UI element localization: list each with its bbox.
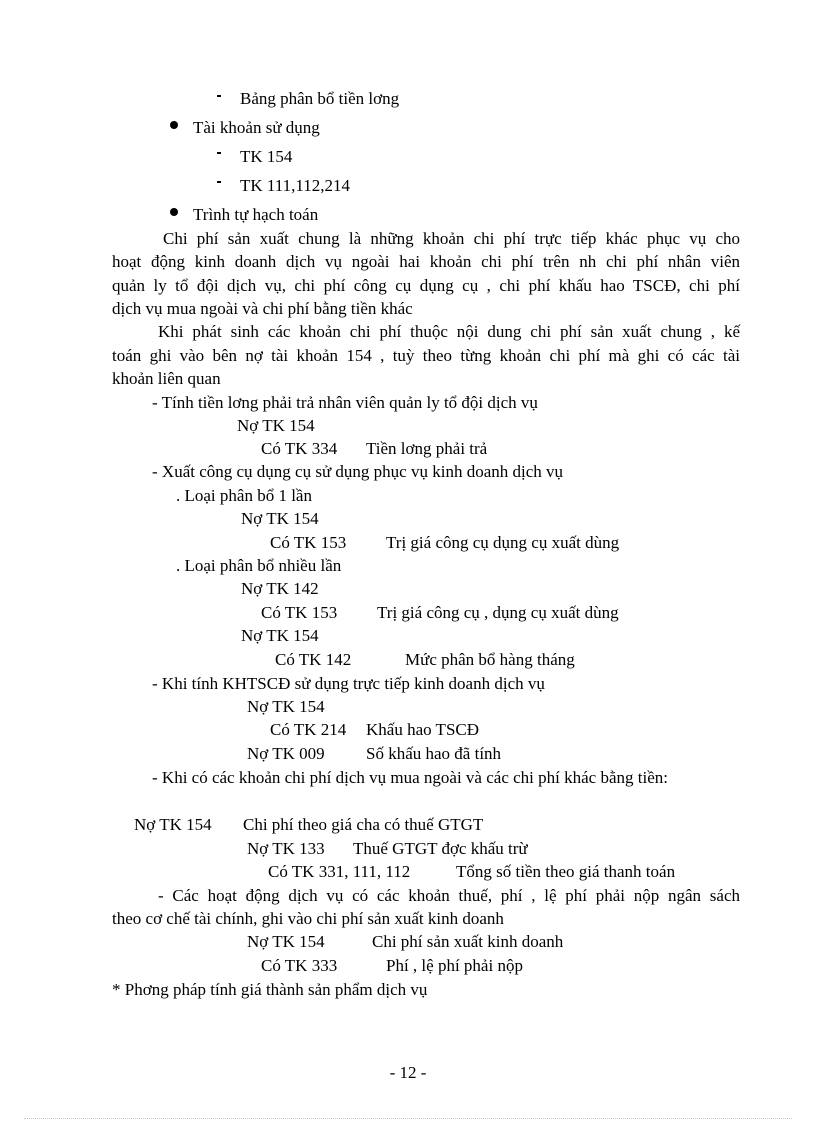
debit-line: Nợ TK 133: [247, 839, 325, 858]
debit-line: Nợ TK 154: [241, 626, 319, 645]
paragraph-line: Chi phí sản xuất chung là những khoản chi phí trực tiếp khác phục vụ cho: [163, 229, 740, 248]
credit-account: Có TK 334: [261, 439, 338, 458]
entry-heading: - Các hoạt động dịch vụ có các khoản thuế, phí , lệ phí phải nộp ngân sách: [158, 886, 740, 905]
credit-description: Tiền lơng phải trả: [366, 439, 488, 458]
page-number: - 12 -: [389, 1063, 427, 1082]
credit-account: Có TK 214: [270, 720, 347, 739]
paragraph-line: theo cơ chế tài chính, ghi vào chi phí sản xuất kinh doanh: [112, 909, 504, 928]
sub-heading: . Loại phân bổ nhiều lần: [176, 556, 342, 575]
credit-description: Trị giá công cụ , dụng cụ xuất dùng: [377, 603, 619, 622]
paragraph-line: Khi phát sinh các khoản chi phí thuộc nội dung chi phí sản xuất chung , kế: [158, 322, 740, 341]
entry-heading: - Tính tiền lơng phải trả nhân viên quản ly tổ đội dịch vụ: [152, 393, 538, 412]
debit-line: Nợ TK 154: [134, 815, 212, 834]
debit-description: Số khấu hao đã tính: [366, 744, 502, 763]
entry-heading: - Khi có các khoản chi phí dịch vụ mua ngoài và các chi phí khác bằng tiền:: [152, 768, 668, 787]
sub-heading: . Loại phân bổ 1 lần: [176, 486, 312, 505]
section-heading: * Phơng pháp tính giá thành sản phẩm dịch vụ: [112, 980, 428, 999]
credit-description: Trị giá công cụ dụng cụ xuất dùng: [386, 533, 620, 552]
entry-heading: - Khi tính KHTSCĐ sử dụng trực tiếp kinh doanh dịch vụ: [152, 674, 545, 693]
round-bullet-icon: [170, 121, 178, 129]
dash-bullet-icon: [217, 181, 221, 183]
credit-description: Tổng số tiền theo giá thanh toán: [456, 862, 676, 881]
debit-line: Nợ TK 009: [247, 744, 325, 763]
debit-line: Nợ TK 154: [237, 416, 315, 435]
entry-heading: - Xuất công cụ dụng cụ sử dụng phục vụ kinh doanh dịch vụ: [152, 462, 564, 481]
footer-divider: [24, 1118, 792, 1119]
list-item: TK 111,112,214: [240, 176, 351, 195]
round-bullet-icon: [170, 208, 178, 216]
credit-account: Có TK 331, 111, 112: [268, 862, 411, 881]
paragraph-line: khoản liên quan: [112, 369, 221, 388]
debit-description: Thuế GTGT đợc khấu trừ: [353, 839, 528, 858]
credit-description: Khấu hao TSCĐ: [366, 720, 480, 739]
list-item: Trình tự hạch toán: [193, 205, 319, 224]
debit-line: Nợ TK 154: [247, 697, 325, 716]
debit-description: Chi phí sản xuất kinh doanh: [372, 932, 564, 951]
debit-line: Nợ TK 154: [247, 932, 325, 951]
debit-line: Nợ TK 154: [241, 509, 319, 528]
dash-bullet-icon: [217, 152, 221, 154]
credit-description: Phí , lệ phí phải nộp: [386, 956, 523, 975]
debit-line: Nợ TK 142: [241, 579, 319, 598]
credit-account: Có TK 142: [275, 650, 352, 669]
dash-bullet-icon: [217, 95, 221, 97]
list-item: Tài khoản sử dụng: [193, 118, 320, 137]
paragraph-line: dịch vụ mua ngoài và chi phí bằng tiền khác: [112, 299, 413, 318]
credit-account: Có TK 153: [261, 603, 338, 622]
list-item: Bảng phân bổ tiền lơng: [240, 89, 400, 108]
credit-account: Có TK 333: [261, 956, 338, 975]
credit-description: Mức phân bổ hàng tháng: [405, 650, 575, 669]
paragraph-line: hoạt động kinh doanh dịch vụ ngoài hai khoản chi phí trên nh chi phí nhân viên: [112, 252, 740, 271]
paragraph-line: toán ghi vào bên nợ tài khoản 154 , tuỳ theo từng khoản chi phí mà ghi có các tài: [112, 346, 740, 365]
debit-description: Chi phí theo giá cha có thuế GTGT: [243, 815, 484, 834]
paragraph-line: quản ly tổ đội dịch vụ, chi phí công cụ dụng cụ , chi phí khấu hao TSCĐ, chi phí: [112, 276, 740, 295]
list-item: TK 154: [240, 147, 293, 166]
credit-account: Có TK 153: [270, 533, 347, 552]
